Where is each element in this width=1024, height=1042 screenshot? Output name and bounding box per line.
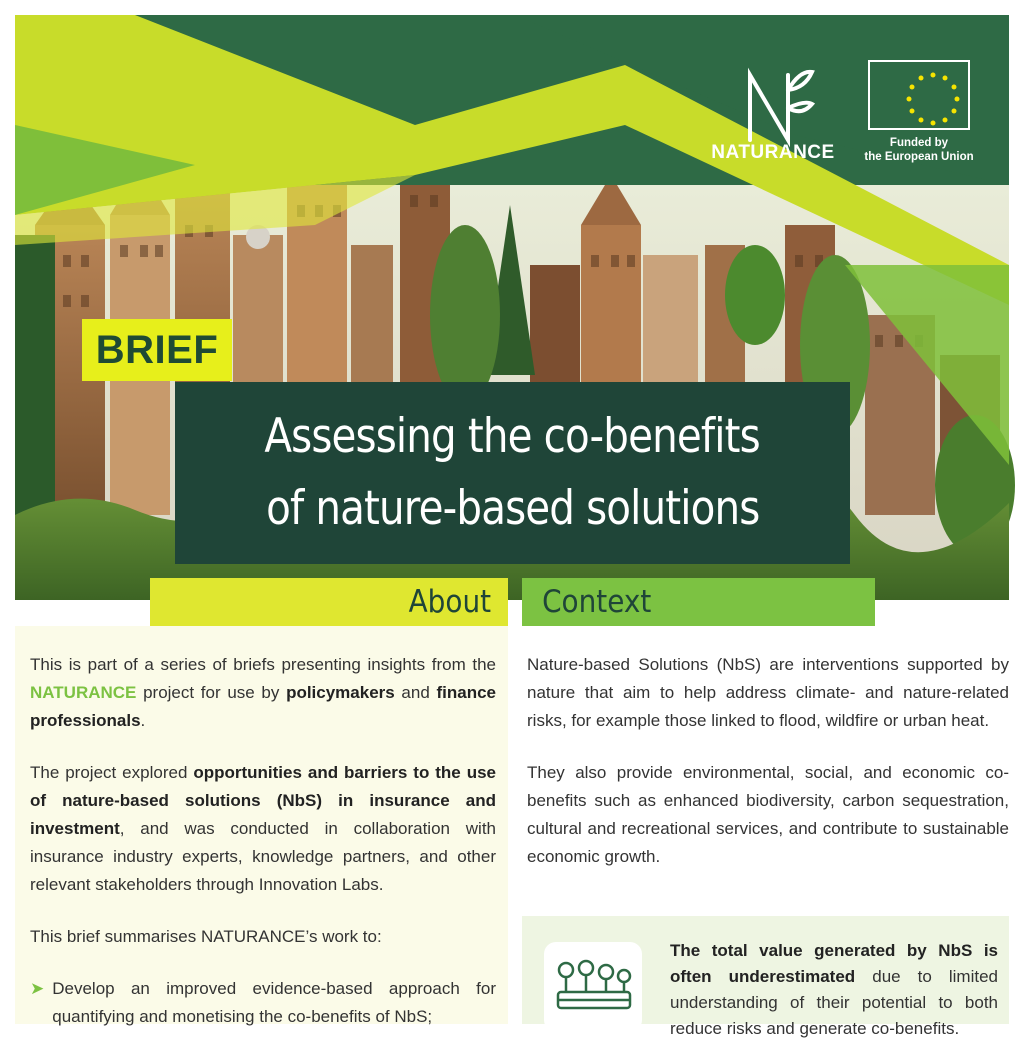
context-heading-text: Context: [542, 584, 652, 620]
text-run: The project explored: [30, 763, 194, 782]
about-paragraph-3: This brief summarises NATURANCE’s work to:: [30, 927, 382, 946]
title-line-1: Assessing the co-benefits: [264, 409, 761, 464]
about-heading-text: About: [408, 584, 492, 620]
about-paragraph-1: [30, 651, 496, 735]
text-run: This is part of a series of briefs presenting insights from the: [30, 655, 496, 674]
text-run: and: [394, 683, 437, 702]
context-paragraph-2: They also provide environmental, social, and economic co-benefits such as enhanced biodiversity, carbon sequestration, cultural and recreational services, and contribute to sustainable economic growth.: [527, 763, 1009, 866]
title-line-2: of nature-based solutions: [265, 481, 760, 536]
brief-tag: BRIEF: [82, 319, 232, 381]
arrow-icon: ➤: [30, 979, 45, 998]
bold-run: opportunities and barriers to the use of nature-based solutions (NbS) in insurance and investment: [30, 763, 496, 838]
brand-highlight: NATURANCE: [30, 683, 137, 702]
eu-flag-icon: [868, 60, 970, 130]
context-column: [522, 626, 1009, 1038]
bold-run: The total value generated by NbS is often underestimated: [670, 941, 998, 986]
bold-run: policymakers: [286, 683, 395, 702]
key-message-callout: [522, 916, 1009, 1038]
eu-funding-badge: [860, 60, 978, 170]
eu-funding-text: [860, 136, 978, 164]
page-title: [175, 382, 850, 564]
text-run: .: [140, 711, 146, 730]
callout-text: [670, 938, 998, 1042]
context-paragraph-1: Nature-based Solutions (NbS) are interventions supported by nature that aim to help address climate- and nature-related risks, for example those linked to flood, wildfire or urban heat.: [527, 655, 1009, 730]
naturance-logo: [706, 60, 846, 170]
funding-line-2: the European Union: [864, 151, 974, 163]
funding-line-1: Funded by: [889, 137, 949, 149]
context-text: [527, 651, 1009, 871]
bold-run: finance professionals: [30, 683, 497, 730]
text-run: due to limited understanding of their potential to both reduce risks and generate co-benefits.: [670, 967, 998, 1038]
nature-city-icon-graphic: [544, 942, 642, 1032]
nature-city-icon: [544, 942, 642, 1032]
about-heading: [150, 578, 508, 626]
about-column: [15, 626, 508, 1024]
bullet-text: Develop an improved evidence-based approach for quantifying and monetising the co-benefits of NbS;: [52, 979, 496, 1026]
context-heading: [522, 578, 875, 626]
text-run: , and was conducted in collaboration with insurance industry experts, knowledge partners, and other relevant stakeholders through Innovation Labs.: [30, 819, 496, 894]
text-run: project for use by: [136, 683, 287, 702]
about-paragraph-2: [30, 759, 496, 899]
about-text: [30, 651, 496, 1031]
brand-name: NATURANCE: [711, 142, 835, 163]
about-bullet-1: [30, 975, 496, 1031]
